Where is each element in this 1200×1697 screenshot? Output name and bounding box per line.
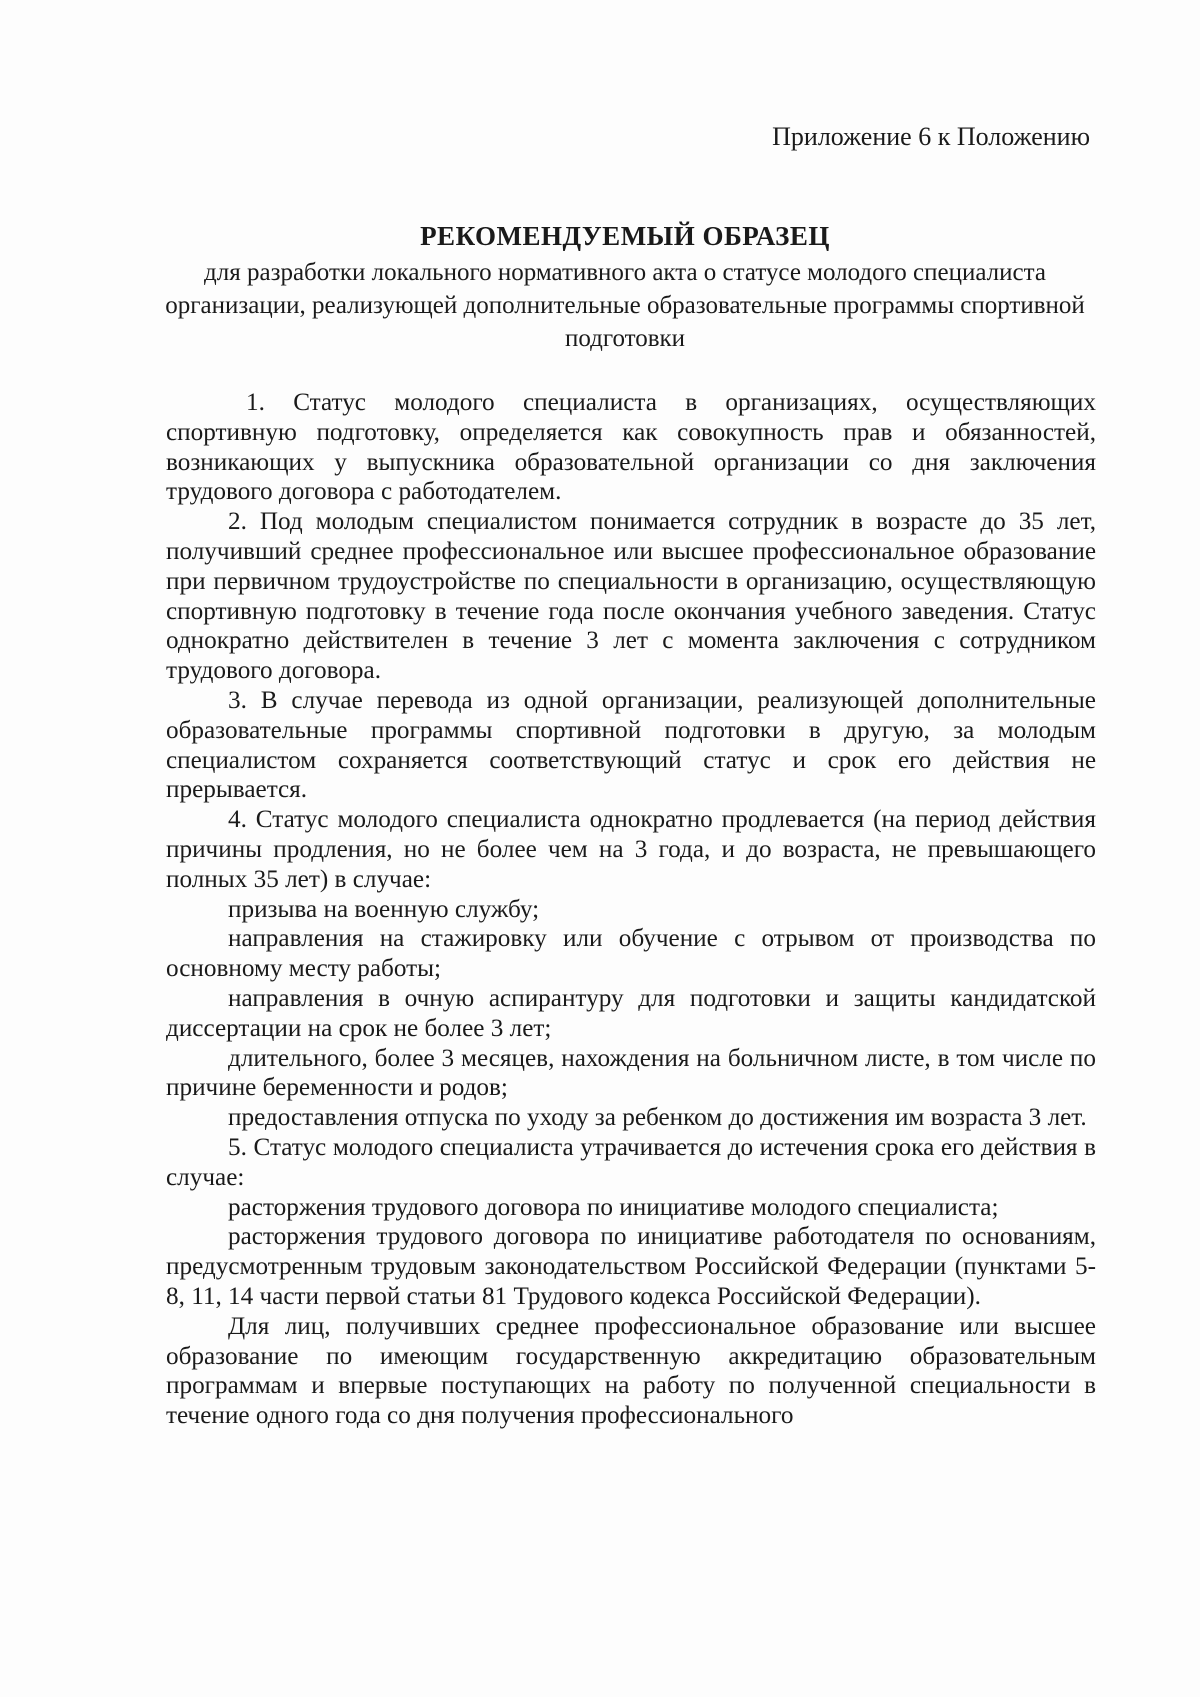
paragraph-3: 3. В случае перевода из одной организации, реализующей дополнительные образовательные программы спортивной подготовки в другую, за молодым специалистом сохраняется соответствующий статус и срок его действия не прерывается. xyxy=(166,686,1096,804)
paragraph-1: 1. Статус молодого специалиста в организациях, осуществляющих спортивную подготовку, определяется как совокупность прав и обязанностей, возникающих у выпускника образовательной организации со дня заключения трудового договора с работодателем. xyxy=(166,389,1096,506)
list-item-postgraduate: направления в очную аспирантуру для подготовки и защиты кандидатской диссертации на срок не более 3 лет; xyxy=(166,984,1096,1042)
list-item-military-service: призыва на военную службу; xyxy=(228,895,540,923)
list-item-employer-termination: расторжения трудового договора по инициативе работодателя по основаниям, предусмотренным трудовым законодательством Российской Федерации (пунктами 5-8, 11, 14 части первой статьи 81 Трудового кодекса Российской Федерации). xyxy=(166,1223,1096,1310)
paragraph-5: 5. Статус молодого специалиста утрачивается до истечения срока его действия в случае: xyxy=(166,1133,1096,1191)
document-title: РЕКОМЕНДУЕМЫЙ ОБРАЗЕЦ xyxy=(420,221,830,251)
paragraph-4: 4. Статус молодого специалиста однократно продлевается (на период действия причины продления, но не более чем на 3 года, и до возраста, не превышающего полных 35 лет) в случае: xyxy=(166,806,1096,893)
list-item-parental-leave: предоставления отпуска по уходу за ребенком до достижения им возраста 3 лет. xyxy=(228,1104,1087,1132)
list-item-sick-leave: длительного, более 3 месяцев, нахождения на больничном листе, в том числе по причине беременности и родов; xyxy=(166,1044,1096,1102)
list-item-internship: направления на стажировку или обучение с отрывом от производства по основному месту работы; xyxy=(166,925,1096,983)
paragraph-6: Для лиц, получивших среднее профессиональное образование или высшее образование по имеющим государственную аккредитацию образовательным программам и впервые поступающих на работу по полученной специальности в течение одного года со дня получения профессионального xyxy=(166,1312,1096,1430)
document-body xyxy=(166,388,1096,1431)
list-item-employee-termination: расторжения трудового договора по инициативе молодого специалиста; xyxy=(228,1193,999,1221)
document-subtitle: для разработки локального нормативного акта о статусе молодого специалиста организации, реализующей дополнительные образовательные программы спортивной подготовки xyxy=(165,259,1085,352)
paragraph-2: 2. Под молодым специалистом понимается сотрудник в возрасте до 35 лет, получивший среднее профессиональное или высшее профессиональное образование при первичном трудоустройстве по специальности в организацию, осуществляющую спортивную подготовку в течение года после окончания учебного заведения. Статус однократно действителен в течение 3 лет с момента заключения с сотрудником трудового договора. xyxy=(166,508,1096,685)
title-block xyxy=(150,218,1100,355)
appendix-note: Приложение 6 к Положению xyxy=(772,122,1090,151)
